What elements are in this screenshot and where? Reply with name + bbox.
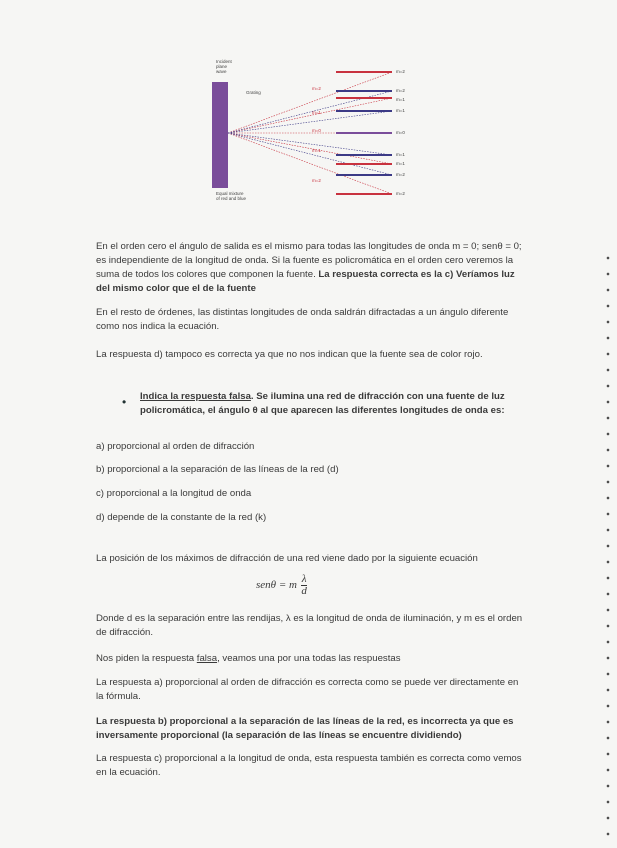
p1-text: En el orden cero el ángulo de salida es el mismo para todas las longitudes de onda m = 0; senθ = 0; es independiente de la longitud de onda. Si la fuente es policromática en el orden cero veremos la suma de todos los colores que componen la fuente. bbox=[96, 241, 522, 280]
left-order-label: m=1 bbox=[312, 110, 321, 115]
paragraph-answer-a bbox=[96, 676, 526, 704]
bullet-icon: • bbox=[122, 395, 127, 409]
equation-numerator: λ bbox=[301, 573, 307, 585]
right-order-label: m=2 bbox=[396, 172, 405, 177]
question bbox=[140, 390, 525, 418]
diffraction-grating-diagram bbox=[212, 58, 422, 208]
grating-label: Grating bbox=[246, 90, 261, 95]
right-order-label: m=1 bbox=[396, 108, 405, 113]
p2-text: En el resto de órdenes, las distintas longitudes de onda saldrán difractadas a un ángulo diferente como nos indica la ecuación. bbox=[96, 307, 509, 332]
p8-text: La respuesta b) proporcional a la separación de las líneas de la red, es incorrecta ya que es inversamente proporcional (la separación de las líneas se encuentre dividiendo) bbox=[96, 716, 514, 741]
incident-label-3: wave bbox=[216, 69, 227, 74]
p6-text-b: , veamos una por una todas las respuestas bbox=[217, 653, 401, 664]
p6-text-a: Nos piden la respuesta bbox=[96, 653, 197, 664]
p4-text: La posición de los máximos de difracción de una red viene dado por la siguiente ecuación bbox=[96, 553, 478, 564]
left-order-label: m=1 bbox=[312, 148, 321, 153]
option-a bbox=[96, 440, 526, 454]
paragraph-false-answer bbox=[96, 652, 526, 666]
option-c bbox=[96, 487, 526, 501]
right-order-label: m=2 bbox=[396, 191, 405, 196]
paragraph-answer-c bbox=[96, 752, 526, 780]
option-d-text: d) depende de la constante de la red (k) bbox=[96, 512, 267, 523]
right-order-label: m=2 bbox=[396, 69, 405, 74]
paragraph-variables bbox=[96, 612, 526, 640]
option-b-text: b) proporcional a la separación de las líneas de la red (d) bbox=[96, 464, 339, 475]
grating-bar bbox=[212, 82, 228, 188]
p3-text: La respuesta d) tampoco es correcta ya que no nos indican que la fuente sea de color rojo. bbox=[96, 349, 483, 360]
screen-lines bbox=[336, 72, 392, 194]
p1-answer: La respuesta correcta es la c) Veríamos luz del mismo color que el de la fuente bbox=[96, 269, 515, 294]
option-a-text: a) proporcional al orden de difracción bbox=[96, 441, 255, 452]
incident-label-1: Incident bbox=[216, 59, 232, 64]
p5-text: Donde d es la separación entre las rendijas, λ es la longitud de onda de iluminación, y m es el orden de difracción. bbox=[96, 613, 523, 638]
right-order-label: m=1 bbox=[396, 97, 405, 102]
incident-label-2: plane bbox=[216, 64, 228, 69]
p7-text: La respuesta a) proporcional al orden de difracción es correcta como se puede ver directamente en la fórmula. bbox=[96, 677, 519, 702]
source-label-2: of red and blue bbox=[216, 196, 247, 201]
diffraction-equation bbox=[256, 574, 307, 597]
question-body: . Se ilumina una red de difracción con una fuente de luz policromática, el ángulo θ al que aparecen las diferentes longitudes de onda es: bbox=[140, 391, 505, 416]
source-label-1: Equal mixture bbox=[216, 191, 244, 196]
p6-underlined: falsa bbox=[196, 653, 218, 664]
question-prefix: Indica la respuesta falsa bbox=[140, 391, 251, 402]
left-order-label: m=0 bbox=[312, 128, 321, 133]
right-order-label: m=1 bbox=[396, 161, 405, 166]
right-order-label: m=2 bbox=[396, 88, 405, 93]
option-c-text: c) proporcional a la longitud de onda bbox=[96, 488, 252, 499]
paragraph-order-zero bbox=[96, 240, 526, 296]
option-b bbox=[96, 463, 526, 477]
paragraph-other-orders bbox=[96, 306, 526, 334]
paragraph-answer-b bbox=[96, 715, 526, 743]
left-order-label: m=2 bbox=[312, 86, 321, 91]
paragraph-equation-intro bbox=[96, 552, 526, 566]
left-order-label: m=2 bbox=[312, 178, 321, 183]
equation-lhs: senθ = m bbox=[256, 579, 297, 592]
option-d bbox=[96, 511, 526, 525]
equation-fraction bbox=[301, 574, 308, 597]
paragraph-answer-d bbox=[96, 348, 526, 362]
right-order-label: m=0 bbox=[396, 130, 405, 135]
p9-text: La respuesta c) proporcional a la longitud de onda, esta respuesta también es correcta como vemos en la ecuación. bbox=[96, 753, 522, 778]
binding-edge-dots bbox=[604, 250, 612, 840]
equation-denominator: d bbox=[301, 585, 307, 597]
right-order-label: m=1 bbox=[396, 152, 405, 157]
